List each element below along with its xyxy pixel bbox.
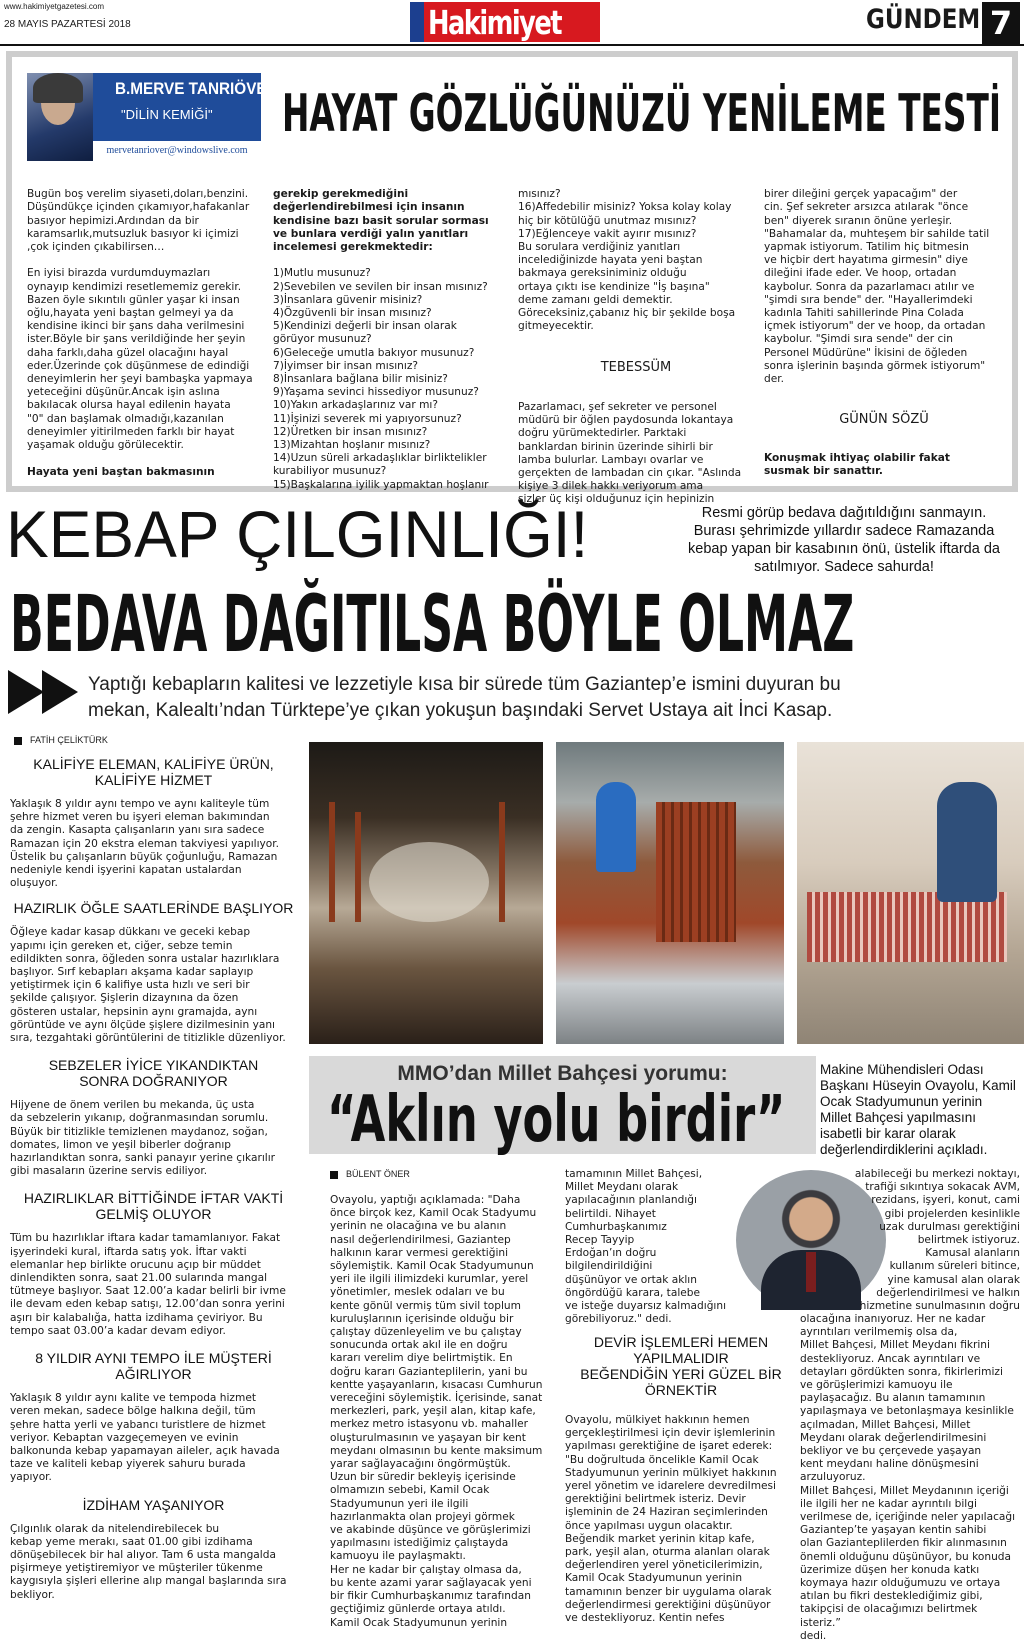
kebap-text-3: Hijyene de önem verilen bu mekanda, üç usta da sebzelerin yıkanıp, doğranmasından sorumlu. Büyük bir titizlikle temizlenen maydanoz, soğan, domates, limon ve yeşil biberler doğranıp hazırlandıktan sonra, sanki panayır yerine çıkarılır gibi masaların üzerine servis ediliyor. bbox=[10, 1099, 276, 1178]
mmo-headline: “Aklın yolu birdir” bbox=[327, 1083, 786, 1157]
logo-stripe bbox=[410, 2, 424, 42]
author-photo bbox=[27, 73, 93, 161]
kebab-rows bbox=[656, 802, 736, 942]
kebap-text-2: Öğleye kadar kasap dükkanı ve geceki kebap yapımı için gereken et, ciğer, sebze temin edildikten sonra, öğleden sonra ustalar hazırlıklara başlıyor. Sırf kebapları akşama kadar saplayıp yetiştirmek için 6 kalifiye usta hızlı ve seri bir şekilde çalışıyor. Şişlerin dizaynına da özen gösteren ustalar, hepsinin aynı gramajda, aynı görüntüde ve aynı ölçüde şişlere dizilmesinin yanı sıra, tezgahtaki görüntülerini de titizlikle düzenliyor. bbox=[10, 926, 286, 1045]
kebap-headline-2: BEDAVA DAĞITILSA BÖYLE OLMAZ bbox=[10, 580, 855, 670]
skewer-shape bbox=[355, 812, 361, 922]
column-col1-text: Bugün boş verelim siyaseti,doları,benzini. Düşündükçe içinden çıkamıyor,hafakanlar basıyor hepimizi.Ardından da bir karamsarlık,mutsuzluk basıyor ki içimizi ,çok içinden çıkabilirsen… En iyisi birazda vurdumduymazları oynayıp kendimizi resetlememiz gerekir. Bazen öyle sıkıntılı günler yaşar ki insan oğlu,hayata yeni baştan gelmeyi ya da kendisine ikinci bir şans daha verilmesini ister.Böyle bir şans verildiğinde her şeyin daha farklı,daha güzel olacağını hayal eder.Üzerinde çok düşünmese de edindiği deneyimlerin her şeyi bambaşka yapmaya yeteceğini düşünür.Ancak işin aslına bakılacak olursa hayal edilenin hayata "0" dan başlamak olmadığı,kazanılan deneyimler yitirilmeden farklı bir hayat yaşamak olduğu görülecektir. bbox=[27, 188, 253, 452]
arrow-icon bbox=[42, 670, 78, 714]
mmo-subhead: DEVİR İŞLEMLERİ HEMEN YAPILMALIDIR BEĞENDİĞİN YERİ GÜZEL BİR ÖRNEKTİR bbox=[580, 1334, 782, 1398]
header-rule bbox=[0, 44, 1024, 46]
column-col4-text: birer dileğini gerçek yapacağım" der cin. Şef sekreter arsızca atılarak "önce ben" diyerek sıranın önüne yerleşir. "Bahamalar da, muhteşem bir sahilde tatil yapmak istiyorum. Tatilim hiç bitmesin ve hiçbir dert hayatıma girmesin" diye dileğini ifade eder. Ve hoop, ortadan kaybolur. Sonra da pazarlamacı atılır ve "şimdi sıra bende" der. "Hayallerimdeki kadınla Tahiti sahillerinde Pina Colada içmek istiyorum" der ve hoop, da ortadan kaybolur. "Şimdi sıra sende" der cin Personel Müdürüne" İkisini de öğleden sonra işlerinin başında görmek istiyorum" der. bbox=[764, 188, 990, 386]
kebap-text-5: Yaklaşık 8 yıldır aynı kalite ve tempoda hizmet veren mekan, sadece bölge halkına değil, tüm şehre hatta yerli ve yabancı turistlere de hizmet veriyor. Kebaptan vazgeçemeyen ve evinin balkonunda kebap yapamayan aileler, açık havada taze ve kaliteli kebap yiyerek sahuru burada yapıyor. bbox=[10, 1392, 280, 1484]
table-shape bbox=[807, 892, 1007, 962]
kebap-subhead-6: İZDİHAM YAŞANIYOR bbox=[82, 1496, 225, 1513]
mmo-byline: BÜLENT ÖNER bbox=[346, 1169, 410, 1179]
mmo-col1: Ovayolu, yaptığı açıklamada: "Daha önce birçok kez, Kamil Ocak Stadyumu yerinin ne olacağına ve bu alanın nasıl değerlendirilmesi, Gaziantep halkının karar vermesi gerektiğini söylemiştik. Kamil Ocak Stadyumunun yeri ile ilgili ilimizdeki kurumlar, yerel yönetimler, meslek odaları ve bu kente gönül vermiş tüm sivil toplum kuruluşlarının içerisinde olduğu bir çalıştay düzenleyelim ve bu çalıştay sonucunda ortak akıl ile en doğru kararı verelim diye belirtmiştik. En doğru kararı Gazianteplilerin, yani bu kentte yaşayanların, kısacası Cumhurun vereceğini söylemiştik. İçerisinde, sanat merkezleri, park, yeşil alan, kitap kafe, merkez metro istasyonu vb. mahaller oluşturulmasının ve yaşayan bir kent meydanı olmasının bu kente maksimum yarar sağlayacağını öngörmüştük. Uzun bir süredir bekleyiş içerisinde olmamızın sebebi, Kamil Ocak Stadyumunun yeri ile ilgili hazırlanmakta olan projeyi görmek ve akabinde düşünce ve görüşlerimizi yapılmasını istediğimiz çalıştayda kamuoyu ile paylaşmaktı. Her ne kadar bir çalıştay olmasa da, bu kente azami yarar sağlayacak yeni bir fikir Cumhurbaşkanımız tarafından geçtiğimiz günlerde ortaya atıldı. Kamil Ocak Stadyumunun yerinin bbox=[330, 1194, 543, 1629]
author-scarf bbox=[33, 73, 83, 103]
smoke-shape bbox=[369, 842, 489, 922]
author-banner bbox=[27, 73, 278, 161]
newspaper-logo bbox=[410, 2, 600, 42]
mmo-col3a: alabileceği bu merkezi noktayı, trafiği sıkıntıya sokacak AVM, rezidans, işyeri, konut, cami gibi projelerden kesinlikle uzak durulması gerektiğini belirtmek istiyoruz. Kamusal alanların kullanım süreleri bitince, yine kamusal alan olarak değerlendirilmesi ve halkın hizmetine sunulmasının doğru bbox=[854, 1168, 1020, 1313]
byline-marker bbox=[14, 737, 22, 745]
column-col1-bold: Hayata yeni baştan bakmasının bbox=[27, 466, 215, 479]
author-name: B.MERVE TANRIÖVER bbox=[115, 79, 278, 98]
crowd-photo bbox=[309, 742, 543, 1044]
kebap-headline-1: KEBAP ÇILGINLIĞI! bbox=[6, 497, 589, 571]
author-email: mervetanriover@windowslive.com bbox=[93, 141, 261, 161]
column-title: HAYAT GÖZLÜĞÜNÜZÜ YENİLEME TESTİ bbox=[282, 84, 1002, 144]
skewer-shape bbox=[329, 802, 335, 922]
tie-shape bbox=[806, 1252, 816, 1292]
skewer-shape bbox=[499, 802, 505, 922]
logo-text: Hakimiyet bbox=[428, 3, 562, 42]
kebap-subhead-5: 8 YILDIR AYNI TEMPO İLE MÜŞTERİ AĞIRLIYOR bbox=[35, 1350, 272, 1383]
kebap-spot: Yaptığı kebapların kalitesi ve lezzetiyle kısa bir sürede tüm Gaziantep’e ismini duyuran bu mekan, Kalealtı’ndan Türktepe’ye çıkan yokuşun başındaki Servet Ustaya ait İnci Kasap. bbox=[88, 674, 841, 721]
gunun-sozu-title: GÜNÜN SÖZÜ bbox=[839, 412, 929, 428]
column-col3 bbox=[518, 175, 754, 520]
kebap-subhead-2: HAZIRLIK ÖĞLE SAATLERİNDE BAŞLIYOR bbox=[13, 900, 294, 917]
column-col2 bbox=[273, 175, 505, 505]
column-col2-bold: gerekip gerekmediğini değerlendirebilmesi için insanın kendisine bazı basit sorular sorması ve bunlara verdiği yalın yanıtları incelemesi gerekmektedir: bbox=[273, 188, 489, 254]
kebap-subhead-1: KALİFİYE ELEMAN, KALİFİYE ÜRÜN, KALİFİYE HİZMET bbox=[33, 756, 274, 788]
gunun-sozu-text: Konuşmak ihtiyaç olabilir fakat susmak bir sanattır. bbox=[764, 451, 950, 478]
page-number: 7 bbox=[982, 2, 1020, 44]
mmo-col2b: Ovayolu, mülkiyet hakkının hemen gerçekleştirilmesi için devir işlemlerinin yapılması gerektiğine de işaret ederek: "Bu doğrultuda öncelikle Kamil Ocak Stadyumunun yerinin mülkiyet hakkının yerel yönetim ve idarelere devredilmesi gerektiğini belirtmek isteriz. Devir işleminin de 24 Haziran seçimlerinden önce yapılması uygun olacaktır. Beğendik market yerinin kitap kafe, park, yeşil alan, oturma alanları olarak değerlendiren yerel yöneticilerimizin, Kamil Ocak Stadyumunun yerinin tamamının benzer bir uygulama olarak değerlendirmesi gerektiğini düşünüyor ve destekliyoruz. Kentin nefes bbox=[565, 1414, 777, 1625]
cook-figure bbox=[596, 782, 636, 872]
kebap-text-1: Yaklaşık 8 yıldır aynı tempo ve aynı kaliteyle tüm şehre hizmet veren bu işyeri eleman bakımından da zengin. Kasapta çalışanların yanı sıra sadece Ramazan için 20 ekstra eleman takviyesi yapılıyor. Üstelik bu çalışanların büyük çoğunluğu, Ramazan nedeniyle kendi işyerini kapatan ustalardan oluşuyor. bbox=[10, 798, 280, 890]
prep-photo bbox=[797, 742, 1024, 1044]
column-col3-text: mısınız? 16)Affedebilir misiniz? Yoksa kolay kolay hiç bir kötülüğü unutmaz mısınız? 17)Eğlenceye vakit ayırır mısınız? Bu sorulara verdiğiniz yanıtları incelediğinizde hayata yeni baştan bakmaya gereksiniminiz olduğu ortaya çıktı ise kendinize "İş başına" deme zamanı geldi demektir. Göreceksiniz,çabanız hiç bir şekilde boşa gitmeyecektir. bbox=[518, 188, 736, 333]
column-col4 bbox=[764, 175, 1004, 491]
kebap-subhead-4: HAZIRLIKLAR BİTTİĞİNDE İFTAR VAKTİ GELMİŞ OLUYOR bbox=[23, 1190, 284, 1223]
kebap-text-6: Çılgınlık olarak da nitelendirebilecek bu kebap yeme merakı, saat 01.00 gibi izdihama dönüşebilecek bir hal alıyor. Tam 6 usta mangalda pişirmeye yetiştiremiyor ve müşteriler tükenme kaygısıyla şişleri ellerine alıp mangal başlarında sıra bekliyor. bbox=[10, 1522, 287, 1601]
tebessum-title: TEBESSÜM bbox=[600, 359, 672, 375]
kebap-aside: Resmi görüp bedava dağıtıldığını sanmayın. Burası şehrimizde yıllardır sadece Ramazanda kebap yapan bir kasabının önü, üstelik iftarda da satılmıyor. Sadece sahurda! bbox=[688, 505, 1000, 575]
mmo-byline-marker bbox=[330, 1171, 338, 1179]
tebessum-text: Pazarlamacı, şef sekreter ve personel müdürü bir öğlen paydosunda lokantaya doğru yürümektedirler. Parktaki banklardan birinin üzerinde sihirli bir lamba bulurlar. Lambayı ovarlar ve gerçekten de lambadan cin çıkar. "Aslında kişiye 3 dilek hakkı veriyorum ama sizler üç kişi olduğunuz için hepinizin bbox=[518, 401, 742, 506]
mmo-aside: Makine Mühendisleri Odası Başkanı Hüseyin Ovayolu, Kamil Ocak Stadyumunun yerinin Millet Bahçesi yapılmasını isabetli bir karar olarak değerlendirdiklerini açıkladı. bbox=[820, 1062, 1016, 1157]
kebap-text-4: Tüm bu hazırlıklar iftara kadar tamamlanıyor. Fakat işyerindeki kural, iftarda satış yok. İftar vakti elemanlar hep birlikte orucunu açıp bir müddet dinlendikten sonra, saat 21.00 sularında mangal tütmeye başlıyor. Saat 12.00’a kadar belirli bir ivme ile devam eden kebap satışı, 12.00’dan sonra yerini aşırı bir kalabalığa, hatta izdihama çeviriyor. Bu tempo saat 03.00’a kadar devam ediyor. bbox=[10, 1232, 286, 1337]
mmo-kicker: MMO’dan Millet Bahçesi yorumu: bbox=[397, 1062, 728, 1085]
grill-photo bbox=[556, 742, 784, 1044]
column-questions: 1)Mutlu musunuz? 2)Sevebilen ve sevilen bir insan mısınız? 3)İnsanlara güvenir misiniz? 4)Özgüvenli bir insan mısınız? 5)Kendinizi değerli bir insan olarak görüyor musunuz? 6)Geleceğe umutla bakıyor musunuz? 7)İyimser bir insan mısınız? 8)İnsanlara bağlana bilir misiniz? 9)Yaşama sevinci hissediyor musunuz? 10)Yakın arkadaşlarınız var mı? 11)İşinizi severek mi yapıyorsunuz? 12)Üretken bir insan mısınız? 13)Mizahtan hoşlanır mısınız? 14)Uzun süreli arkadaşlıklar birliktelikler kurabiliyor musunuz? 15)Başkalarına iyilik yapmaktan hoşlanır bbox=[273, 267, 489, 491]
mmo-col3b: olacağına inanıyoruz. Her ne kadar ayrıntıları verilmemiş olsa da, Millet Bahçesi, Millet Meydanı fikrini destekliyoruz. Ancak ayrıntıları ve detayları gördükten sonra, fikirlerimizi ve görüşlerimizi kamuoyu ile paylaşacağız. Bu alanın tamamının yapılaşmaya ve betonlaşmaya kesinlikle açılmadan, Millet Bahçesi, Millet Meydanı olarak değerlendirilmesini bekliyor ve bu çerçevede yaşayan kent meydanı haline dönüşmesini arzuluyoruz. Millet Bahçesi, Millet Meydanının içeriği ile ilgili her ne kadar ayrıntılı bilgi verilmese de, içeriğinde neler yapılacağı Gaziantep’te yaşayan kentin sahibi olan Gazianteplilerden fikir alınmasının önemli olduğunu düşünüyor, bu konuda üzerimize düşen her konuda katkı koymaya hazır olduğumuzu ve ortaya atılan bu fikri desteklediğimiz gibi, takipçisi de olacağımızı belirtmek isteriz.” dedi. bbox=[800, 1313, 1016, 1642]
kebap-byline: FATİH ÇELİKTÜRK bbox=[30, 735, 108, 745]
section-name: GÜNDEM bbox=[866, 4, 981, 35]
arrow-icon bbox=[8, 670, 44, 714]
site-url: www.hakimiyetgazetesi.com bbox=[4, 2, 105, 11]
kebap-subhead-3: SEBZELER İYİCE YIKANDIKTAN SONRA DOĞRANIYOR bbox=[48, 1057, 259, 1090]
kebap-left-column bbox=[10, 756, 297, 1602]
mmo-col2: tamamının Millet Bahçesi, Millet Meydanı olarak yapılacağının planlandığı belirtildi. Nihayet Cumhurbaşkanımız Recep Tayyip Erdoğan’ın doğru bilgilendirildiğini düşünüyor ve ortak aklın öngördüğü karara, talebe ve isteğe duyarsız kalmadığını görebiliyoruz." dedi. bbox=[565, 1168, 727, 1326]
issue-date: 28 MAYIS PAZARTESİ 2018 bbox=[4, 19, 131, 30]
spot-arrows bbox=[8, 670, 84, 714]
worker-figure bbox=[937, 782, 997, 902]
column-name: "DİLİN KEMİĞİ" bbox=[121, 107, 213, 122]
column-col1 bbox=[27, 175, 263, 493]
